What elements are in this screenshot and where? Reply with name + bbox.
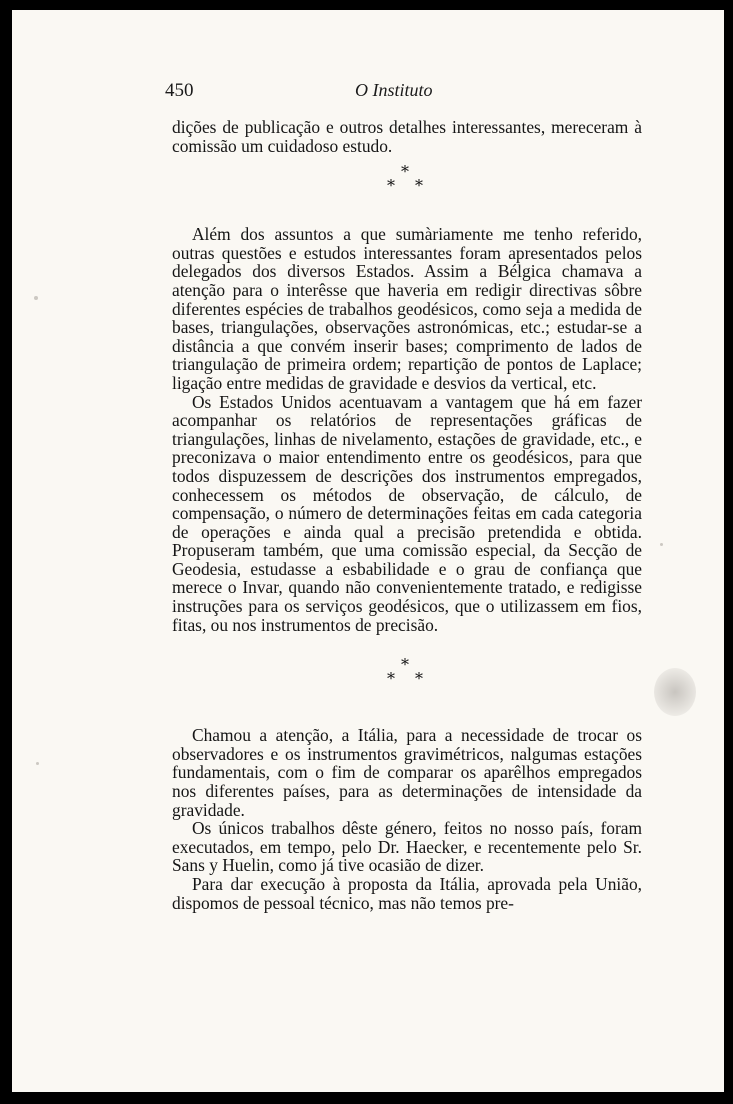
asterisk-mark: * [415, 176, 423, 196]
paper-stain [654, 668, 696, 716]
asterisk-mark: * [401, 655, 409, 675]
asterisk-mark: * [387, 176, 395, 196]
paragraph-trabalhos: Os únicos trabalhos dêste género, feitos no nosso país, foram executados, em tempo, pelo Dr. Haecker, e recentemente pelo Sr. Sans y Huelin, como já tive ocasião de dizer. [172, 818, 642, 876]
page-body [172, 118, 642, 912]
asterisk-mark: * [415, 669, 423, 689]
paragraph-belgica: Além dos assuntos a que sumàriamente me tenho referido, outras questões e estudos interessantes foram apresentados pelos delegados dos diversos Estados. Assim a Bélgica chamava a atenção para o interêsse que haveria em redigir directivas sôbre diferentes espécies de trabalhos geodésicos, como seja a medida de bases, triangulações, observações astronómicas, etc.; estudar-se a distância a que convém inserir bases; comprimento de lados de triangulação de primeira ordem; repartição de pontos de Laplace; ligação entre medidas de gravidade e desvios da vertical, etc. [172, 224, 642, 393]
running-title: O Instituto [355, 80, 433, 100]
paragraph-continuation: dições de publicação e outros detalhes interessantes, mereceram à comissão um cuidadoso estudo. [172, 117, 642, 156]
paragraph-execucao: Para dar execução à proposta da Itália, aprovada pela União, dispomos de pessoal técnico, mas não temos pre- [172, 874, 642, 913]
asterisk-mark: * [387, 669, 395, 689]
page-number: 450 [165, 80, 194, 101]
page-header [12, 74, 724, 104]
book-page [12, 10, 724, 1092]
paper-speck [36, 762, 39, 765]
paragraph-estados-unidos: Os Estados Unidos acentuavam a vantagem que há em fazer acompanhar os relatórios de representações gráficas de triangulações, linhas de nivelamento, estações de gravidade, etc., e preconizava o maior entendimento entre os geodésicos, para que todos dispuzessem de descrições dos instrumentos empregados, conhecessem os métodos de observação, de cálculo, de compensação, o número de determinações feitas em cada categoria de operações e ainda qual a precisão pretendida e obtida. Propuseram também, que uma comissão especial, da Secção de Geodesia, estudasse a esbabilidade e o grau de confiança que merece o Invar, quando não convenientemente tratado, e redigisse instruções para os serviços geodésicos, que o utilizassem em fios, fitas, ou nos instrumentos de precisão. [172, 391, 642, 635]
paper-speck [660, 543, 663, 546]
paper-speck [34, 296, 38, 300]
section-separator-asterism [377, 163, 437, 201]
section-separator-asterism [377, 656, 437, 694]
paragraph-italia: Chamou a atenção, a Itália, para a necessidade de trocar os observadores e os instrumentos gravimétricos, nalgumas estações fundamentais, com o fim de comparar os aparêlhos empregados nos diferentes países, para as determinações de intensidade da gravidade. [172, 725, 642, 820]
asterisk-mark: * [401, 162, 409, 182]
